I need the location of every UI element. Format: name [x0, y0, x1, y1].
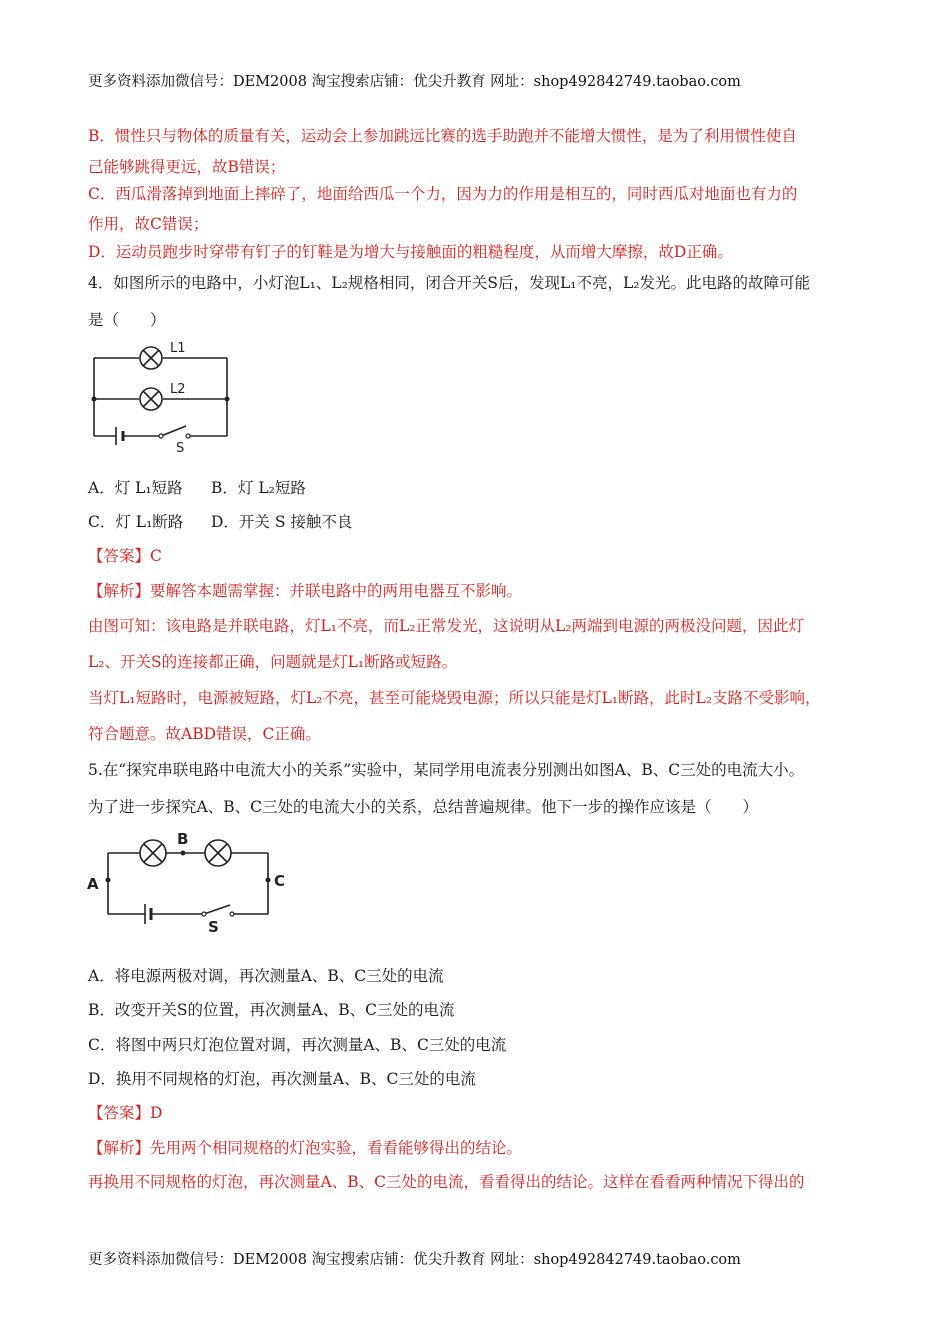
q5-label-s: S: [208, 918, 219, 934]
q4-label-l1: L1: [170, 341, 186, 356]
q4-switch-s: [161, 426, 186, 436]
q4-analysis-p1-line2: L₂、开关S的连接都正确，问题就是灯L₁断路或短路。: [88, 653, 458, 671]
q4-stem-line1: 4．如图所示的电路中，小灯泡L₁、L₂规格相同，闭合开关S后，发现L₁不亮，L₂发光。此电路的故障可能: [88, 274, 811, 292]
q5-option-a: A．将电源两极对调，再次测量A、B、C三处的电流: [88, 967, 444, 985]
q4-circuit-diagram: [86, 336, 236, 456]
q4-option-c: C．灯 L₁断路: [88, 513, 184, 531]
q5-option-c: C．将图中两只灯泡位置对调，再次测量A、B、C三处的电流: [88, 1036, 507, 1054]
q5-analysis-label: 【解析】: [88, 1139, 151, 1157]
q4-label-s: S: [176, 441, 185, 456]
q5-answer-value: D: [150, 1104, 163, 1122]
q4-analysis-p2-line1: 当灯L₁短路时，电源被短路，灯L₂不亮，甚至可能烧毁电源；所以只能是灯L₁断路，此时L₂支路不受影响，: [88, 689, 821, 707]
q4-analysis: [88, 581, 522, 601]
q5-stem-line1: 5.在“探究串联电路中电流大小的关系”实验中，某同学用电流表分别测出如图A、B、C三处的电流大小。: [88, 761, 805, 779]
q4-label-l2: L2: [170, 382, 186, 397]
page-header: 更多资料添加微信号：DEM2008 淘宝搜索店铺：优尖升教育 网址：shop492842749.taobao.com: [88, 74, 741, 90]
q5-analysis-p1: 再换用不同规格的灯泡，再次测量A、B、C三处的电流，看看得出的结论。这样在看看两种情况下得出的: [88, 1173, 805, 1191]
q4-option-b: B．灯 L₂短路: [211, 479, 306, 497]
prev-option-c-line2: 作用，故C错误；: [88, 215, 209, 233]
q4-option-a: A．灯 L₁短路: [88, 479, 183, 497]
q5-circuit-diagram: [84, 826, 294, 934]
q4-option-d: D．开关 S 接触不良: [211, 513, 353, 531]
prev-option-d: D．运动员跑步时穿带有钉子的钉鞋是为增大与接触面的粗糙程度，从而增大摩擦，故D正确。: [88, 243, 733, 261]
q4-analysis-p2-line2: 符合题意。故ABD错误，C正确。: [88, 725, 321, 743]
q4-stem-line2: 是（ ）: [88, 311, 166, 329]
q5-switch-s: [204, 905, 230, 914]
q4-analysis-p1-line1: 由图可知：该电路是并联电路，灯L₁不亮，而L₂正常发光，这说明从L₂两端到电源的两极没问题，因此灯: [88, 617, 805, 635]
q5-analysis-text: 先用两个相同规格的灯泡实验，看看能够得出的结论。: [150, 1139, 523, 1157]
q5-stem-line2: 为了进一步探究A、B、C三处的电流大小的关系，总结普遍规律。他下一步的操作应该是（ ）: [88, 798, 758, 816]
q4-answer-label: 【答案】: [88, 547, 151, 565]
prev-option-b-line1: B．惯性只与物体的质量有关，运动会上参加跳远比赛的选手助跑并不能增大惯性，是为了利用惯性使自: [88, 127, 797, 145]
q4-analysis-text: 要解答本题需掌握：并联电路中的两用电器互不影响。: [150, 582, 523, 600]
page-footer: 更多资料添加微信号：DEM2008 淘宝搜索店铺：优尖升教育 网址：shop492842749.taobao.com: [88, 1252, 741, 1268]
q5-option-b: B．改变开关S的位置，再次测量A、B、C三处的电流: [88, 1001, 455, 1019]
q4-analysis-label: 【解析】: [88, 582, 151, 600]
q4-answer: [88, 546, 162, 566]
q4-answer-value: C: [150, 547, 162, 565]
q5-answer: [88, 1103, 162, 1123]
q5-label-c: C: [274, 872, 286, 890]
prev-option-c-line1: C．西瓜滑落掉到地面上摔碎了，地面给西瓜一个力，因为力的作用是相互的，同时西瓜对地面也有力的: [88, 185, 798, 203]
q5-option-d: D．换用不同规格的灯泡，再次测量A、B、C三处的电流: [88, 1070, 476, 1088]
q5-analysis: [88, 1138, 522, 1158]
q5-label-a: A: [87, 875, 99, 893]
q5-answer-label: 【答案】: [88, 1104, 151, 1122]
q5-label-b: B: [177, 830, 189, 848]
prev-option-b-line2: 己能够跳得更远，故B错误；: [88, 158, 286, 176]
